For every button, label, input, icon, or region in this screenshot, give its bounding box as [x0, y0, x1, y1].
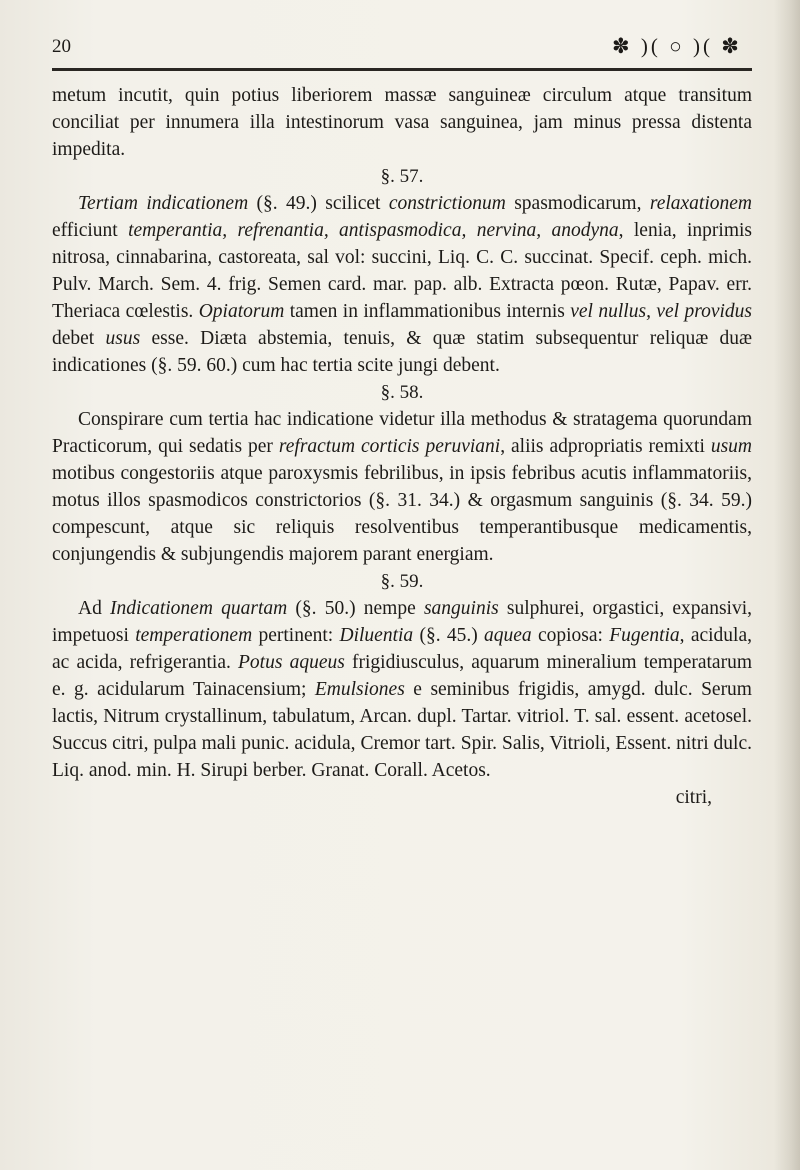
page-edge-shadow	[774, 0, 800, 1170]
emph-term: usus	[105, 328, 141, 349]
text-run: (§. 45.)	[413, 625, 485, 646]
text-run: Conspirare cum tertia hac indicatione videtur illa methodus & stratagema quorundam Practicorum, qui sedatis per	[52, 409, 752, 457]
body-text	[52, 82, 752, 811]
header-rule	[52, 68, 752, 71]
section-heading-58: §. 58.	[380, 382, 424, 403]
text-run: pertinent:	[252, 625, 340, 646]
page-number: 20	[52, 36, 71, 57]
section-heading-57: §. 57.	[380, 166, 424, 187]
emph-term: temperationem	[135, 625, 253, 646]
emph-term: usum	[710, 436, 752, 457]
text-run: , aliis adpropriatis remixti	[500, 436, 711, 457]
text-run: , lenia, inprimis nitrosa, cinnabarina, castoreata, sal vol: succini, Liq. C. C. succinat. Specif. ceph. mich. Pulv. March. Sem. 4. frig. Semen card. mar. pap. alb. Extracta pœon. Rutæ, Papav. err. Theriaca cœlestis.	[52, 220, 752, 322]
paragraph-57	[52, 190, 752, 379]
emph-term: vel nullus, vel providus	[570, 301, 753, 322]
text-run: copiosa:	[531, 625, 610, 646]
emph-term: Diluentia	[339, 625, 414, 646]
text-run: e seminibus frigidis, amygd. dulc. Serum lactis, Nitrum crystallinum, tabulatum, Arcan. dupl. Tartar. vitriol. T. sal. essent. acetosel. Succus citri, pulpa mali punic. acidula, Cremor tart. Spir. Salis, Vitrioli, Essent. nitri dulc. Liq. anod. min. H. Sirupi berber. Granat. Corall. Acetos.	[52, 679, 752, 781]
text-run: sulphurei, orgastici, expansivi, impetuosi	[52, 598, 752, 646]
paragraph-59	[52, 595, 752, 784]
section-heading-59: §. 59.	[380, 571, 424, 592]
emph-term: aquea	[484, 625, 532, 646]
text-run: frigidiusculus, aquarum mineralium temperatarum e. g. acidularum Tainacensium;	[52, 652, 752, 700]
text-run: Ad	[78, 598, 111, 619]
text-run: debet	[52, 328, 106, 349]
emph-term: Indicationem quartam	[110, 598, 288, 619]
text-run: tamen in inflammationibus internis	[284, 301, 571, 322]
text-run: , acidula, ac acida, refrigerantia.	[52, 625, 752, 673]
text-run: (§. 50.) nempe	[287, 598, 424, 619]
text-run: esse. Diæta abstemia, tenuis, & quæ statim subsequentur reliquæ duæ indicationes (§. 59. 60.) cum hac tertia scite jungi debent.	[52, 328, 752, 376]
emph-term: Fugentia	[609, 625, 680, 646]
text-run: spasmodicarum,	[505, 193, 650, 214]
emph-term: temperantia, refrenantia, antispasmodica, nervina, anodyna	[128, 220, 619, 241]
text-run: (§. 49.) scilicet	[248, 193, 389, 214]
emph-term: Emulsiones	[314, 679, 405, 700]
paragraph-continuation: metum incutit, quin potius liberiorem massæ sanguineæ circulum atque transitum conciliat per innumera illa intestinorum vasa sanguinea, jam minus pressa distenta impedita.	[52, 85, 752, 160]
header-ornament: ✽ )( ○ )( ✽	[612, 34, 742, 58]
catchword: citri,	[675, 787, 712, 808]
emph-term: sanguinis	[423, 598, 499, 619]
text-run: efficiunt	[52, 220, 129, 241]
emph-term: refractum corticis peruviani	[278, 436, 501, 457]
emph-term: Tertiam indicationem	[78, 193, 249, 214]
page-header	[52, 28, 752, 68]
text-run: motibus congestoriis atque paroxysmis febrilibus, in ipsis febribus acutis inflammatoriis, motus illos spasmodicos constrictorios (§. 31. 34.) & orgasmum sanguinis (§. 34. 59.) compescunt, atque sic reliquis resolventibus temperantibusque medicamentis, conjungendis & subjungendis majorem parant energiam.	[52, 463, 752, 565]
emph-term: Potus aqueus	[238, 652, 345, 673]
emph-term: Opiatorum	[198, 301, 285, 322]
emph-term: constrictionum	[388, 193, 506, 214]
paragraph-58	[52, 406, 752, 568]
emph-term: relaxationem	[649, 193, 753, 214]
